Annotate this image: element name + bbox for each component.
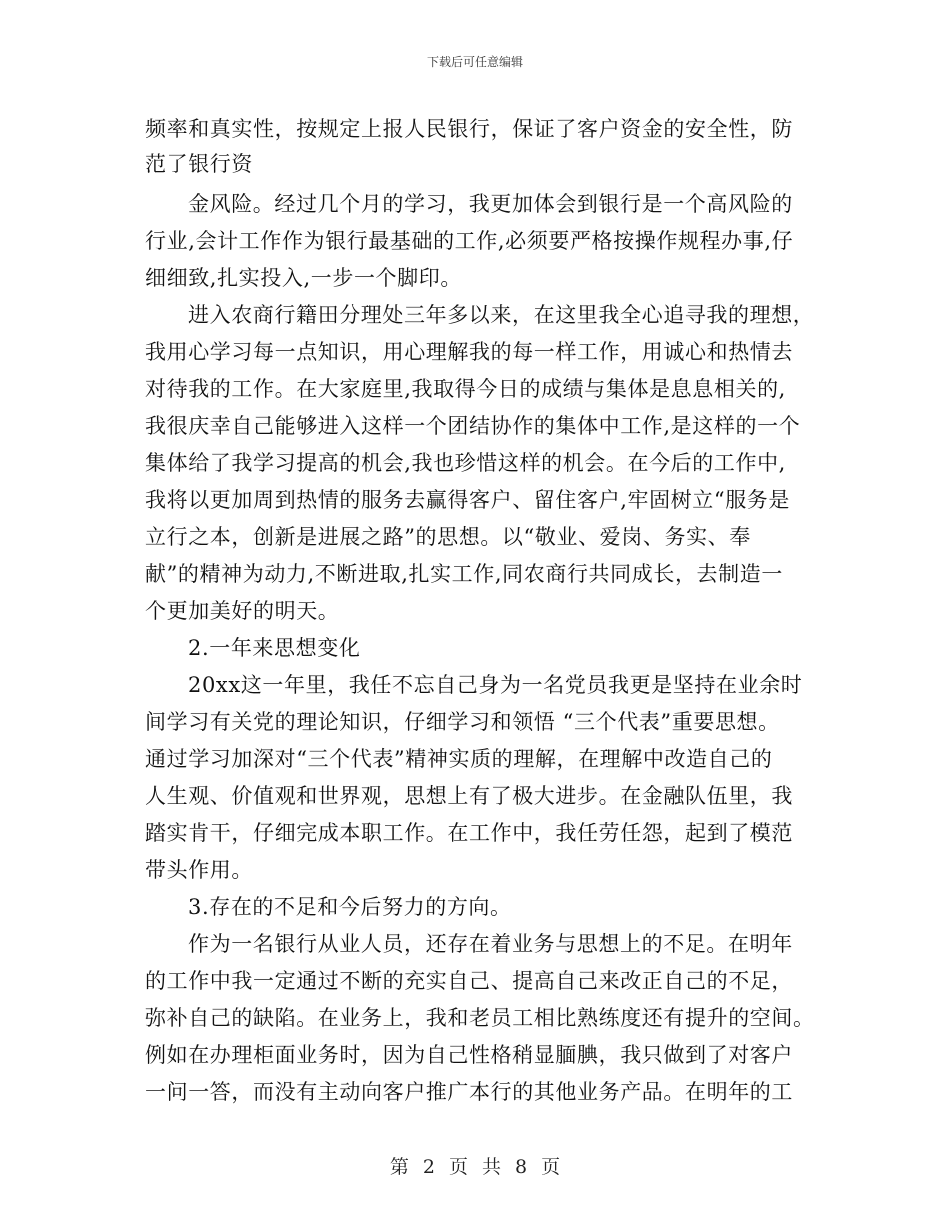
text-line: 作为一名银行从业人员，还存在着业务与思想上的不足。在明年 [188,932,793,956]
text-line: 我用心学习每一点知识，用心理解我的每一样工作，用诚心和热情去 [145,340,793,364]
text-line: 例如在办理柜面业务时，因为自己性格稍显腼腆，我只做到了对客户 [145,1043,793,1067]
text-line: 踏实肯干，仔细完成本职工作。在工作中，我任劳任怨，起到了模范 [145,821,793,845]
text-line: 人生观、价值观和世界观，思想上有了极大进步。在金融队伍里，我 [145,784,793,808]
text-line: 我将以更加周到热情的服务去赢得客户、留住客户,牢固树立“服务是 [145,488,791,512]
section-heading: 3.存在的不足和今后努力的方向。 [188,895,512,919]
text-line: 间学习有关党的理论知识，仔细学习和领悟 “三个代表”重要思想。 [145,710,780,734]
text-line: 行业,会计工作作为银行最基础的工作,必须要严格按操作规程办事,仔 [145,229,794,253]
text-line: 通过学习加深对“三个代表”精神实质的理解，在理解中改造自己的 [145,747,773,771]
text-line: 一问一答，而没有主动向客户推广本行的其他业务产品。在明年的工 [145,1080,793,1104]
text-line: 弥补自己的缺陷。在业务上，我和老员工相比熟练度还有提升的空间。 [145,1006,815,1030]
text-line: 进入农商行籍田分理处三年多以来，在这里我全心追寻我的理想， [188,303,815,327]
text-line: 立行之本，创新是进展之路”的思想。以“敬业、爱岗、务实、奉 [145,525,751,549]
text-line: 范了银行资 [145,152,253,176]
text-line: 对待我的工作。在大家庭里,我取得今日的成绩与集体是息息相关的, [145,377,786,401]
text-line: 金风险。经过几个月的学习，我更加体会到银行是一个高风险的 [188,192,793,216]
text-line: 集体给了我学习提高的机会,我也珍惜这样的机会。在今后的工作中, [145,451,786,475]
text-line: 献”的精神为动力,不断进取,扎实工作,同农商行共同成长，去制造一 [145,562,783,586]
text-line: 带头作用。 [145,858,253,882]
page-header: 下载后可任意编辑 [426,55,523,69]
text-line: 频率和真实性，按规定上报人民银行，保证了客户资金的安全性，防 [145,117,793,141]
text-line: 的工作中我一定通过不断的充实自己、提高自己来改正自己的不足， [145,969,793,993]
section-heading: 2.一年来思想变化 [188,636,361,660]
text-line: 个更加美好的明天。 [145,599,340,623]
page-footer: 第 2 页 共 8 页 [389,1156,561,1178]
text-line: 我很庆幸自己能够进入这样一个团结协作的集体中工作,是这样的一个 [145,414,801,438]
text-line: 20xx这一年里，我任不忘自己身为一名党员我更是坚持在业余时 [188,673,803,697]
text-line: 细细致,扎实投入,一步一个脚印。 [145,266,462,290]
